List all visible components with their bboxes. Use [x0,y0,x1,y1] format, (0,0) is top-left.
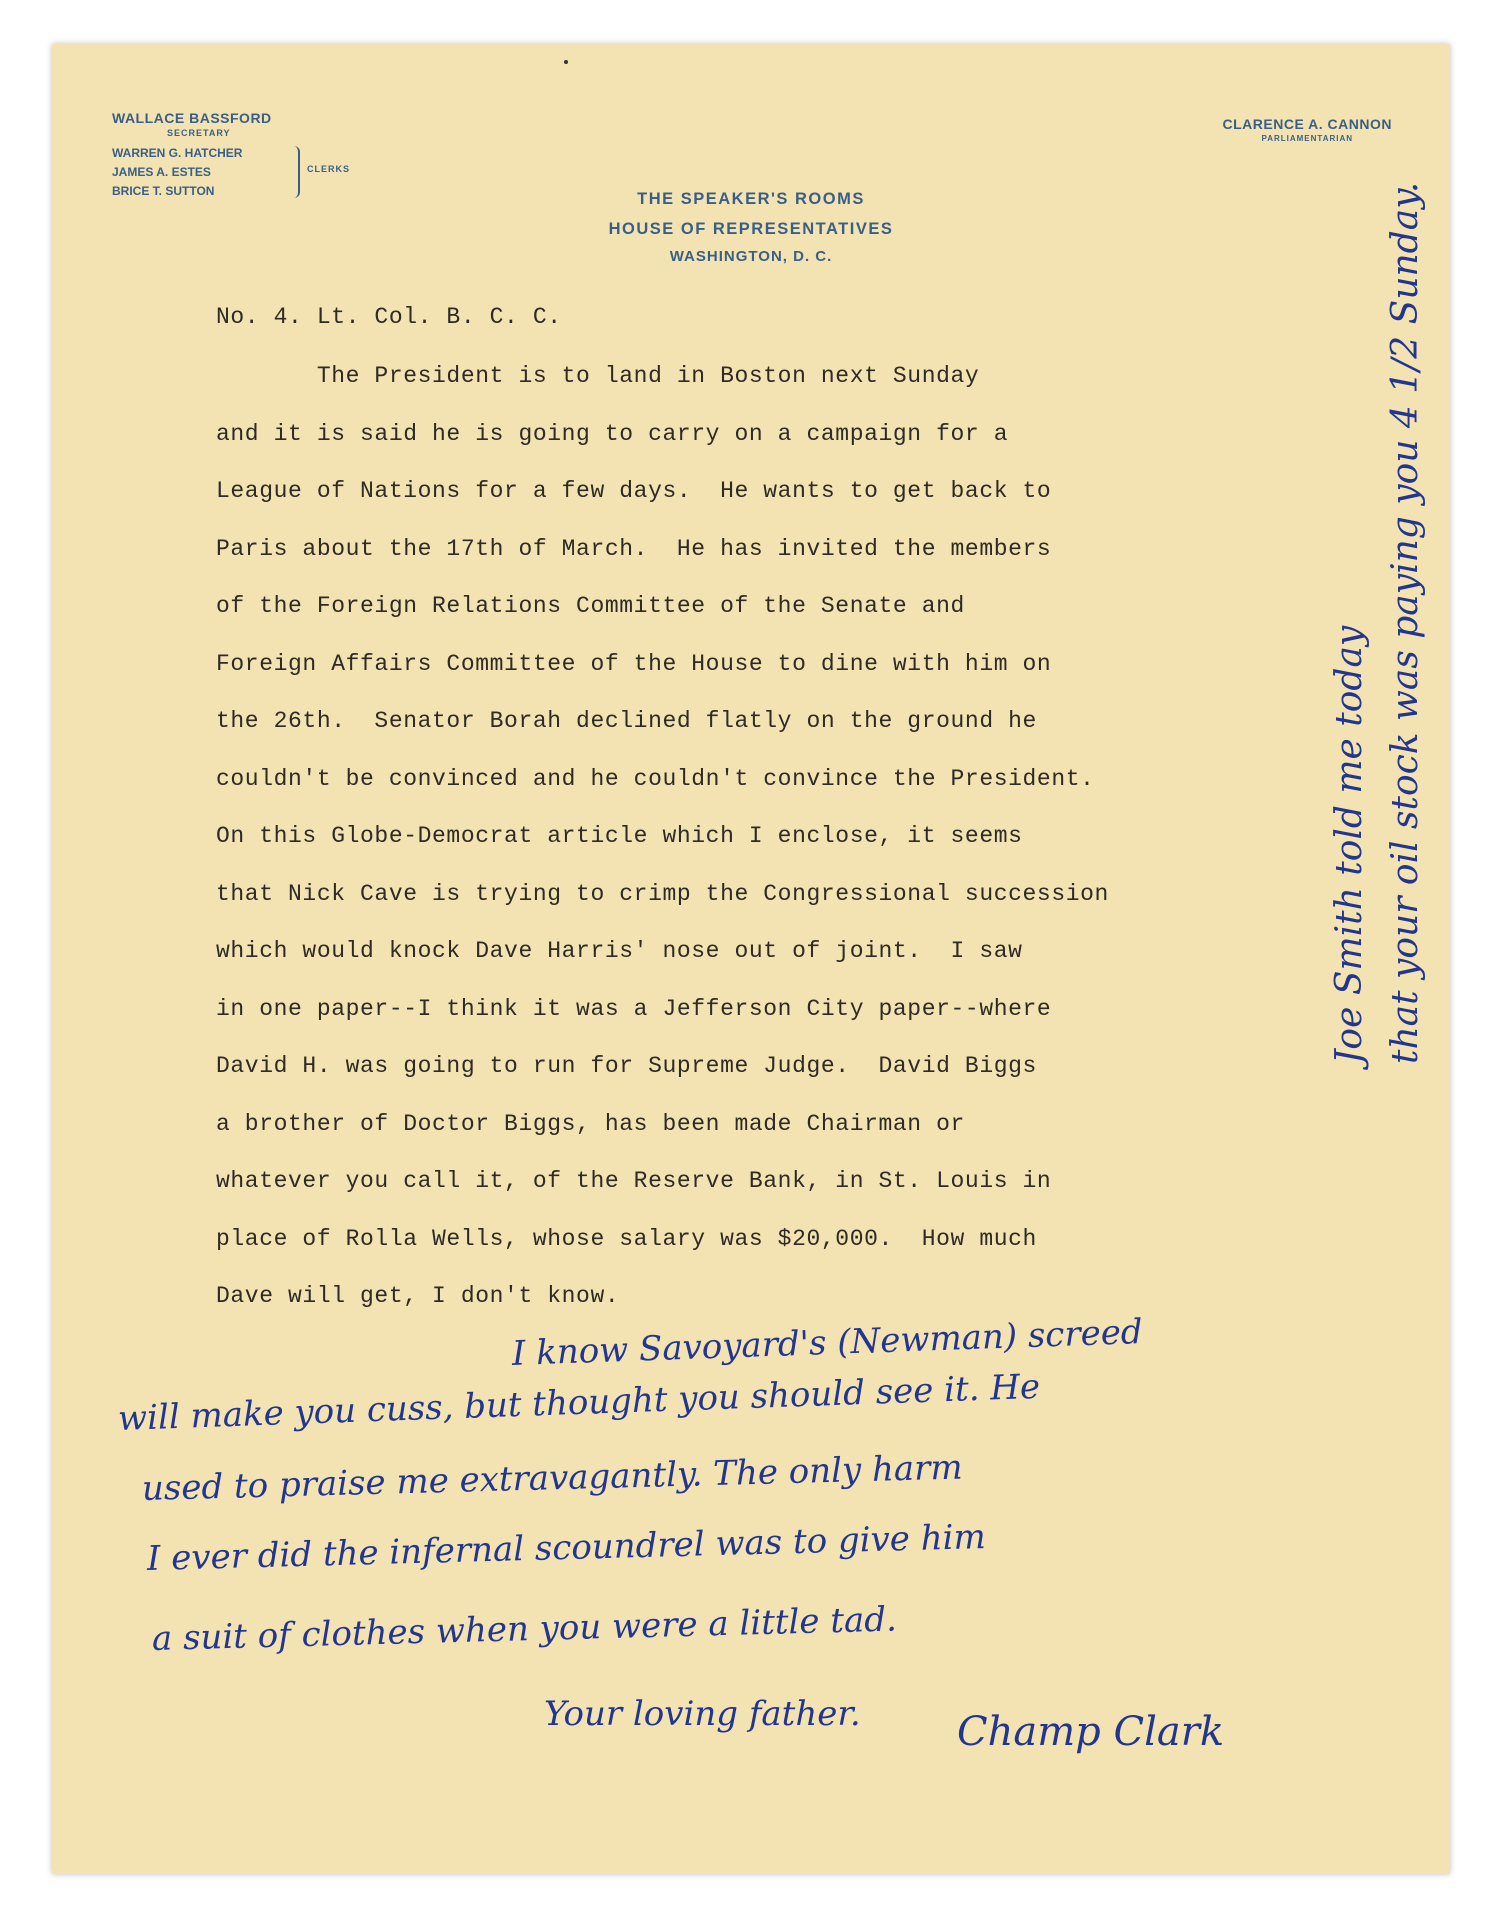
body-line: which would knock Dave Harris' nose out of joint. I saw [216,938,1023,964]
letterhead-center [52,184,1450,270]
body-line: Dave will get, I don't know. [216,1283,620,1309]
body-line: On this Globe-Democrat article which I enclose, it seems [216,823,1023,849]
handwritten-side-note [1322,182,1434,1064]
handwritten-line: I ever did the infernal scoundrel was to give him [146,1517,987,1579]
body-line: in one paper--I think it was a Jefferson City paper--where [216,995,1052,1022]
body-line: the 26th. Senator Borah declined flatly on the ground he [216,708,1037,734]
handwritten-line: a suit of clothes when you were a little tad. [151,1599,898,1659]
clerk-name: BRICE T. SUTTON [112,184,215,198]
office-name: THE SPEAKER'S ROOMS [637,190,865,208]
side-note-line: that your oil stock was paying you 4 1/2 Sunday. [1385,181,1426,1064]
body-line: place of Rolla Wells, whose salary was $20,000. How much [216,1225,1037,1252]
body-line: whatever you call it, of the Reserve Bank, in St. Louis in [216,1168,1052,1194]
body-line: The President is to land in Boston next Sunday [216,363,980,389]
paper-mark [564,60,568,64]
body-line: and it is said he is going to carry on a campaign for a [216,420,1009,447]
city-name: WASHINGTON, D. C. [669,248,833,265]
letter-reference: No. 4. Lt. Col. B. C. C. [216,304,562,330]
clerks-label: CLERKS [307,164,351,174]
secretary-title: SECRETARY [167,128,231,138]
parliamentarian-title: PARLIAMENTARIAN [1261,134,1354,143]
house-name: HOUSE OF REPRESENTATIVES [608,220,894,238]
parliamentarian-name: CLARENCE A. CANNON [1222,116,1392,132]
side-note-line: Joe Smith told me today [1329,625,1370,1064]
body-line: that Nick Cave is trying to crimp the Congressional succession [216,880,1109,907]
clerk-name: WARREN G. HATCHER [112,146,243,160]
handwritten-line: will make you cuss, but thought you should see it. He [117,1366,1041,1439]
handwritten-line: I know Savoyard's (Newman) screed [511,1311,1144,1374]
body-line: couldn't be convinced and he couldn't convince the President. [216,765,1095,792]
body-line: Paris about the 17th of March. He has invited the members [216,535,1052,562]
secretary-name: WALLACE BASSFORD [112,110,272,126]
handwritten-signature: Champ Clark [957,1709,1225,1755]
body-line: Foreign Affairs Committee of the House to dine with him on [216,650,1052,677]
letterhead-right [1223,116,1392,143]
body-line: League of Nations for a few days. He wants to get back to [216,478,1052,504]
body-line: of the Foreign Relations Committee of the Senate and [216,593,965,619]
letter-page [52,44,1450,1874]
typed-body [216,292,1296,1326]
body-line: a brother of Doctor Biggs, has been made Chairman or [216,1110,965,1137]
handwritten-closing: Your loving father. [544,1694,861,1734]
handwritten-line: used to praise me extravagantly. The only harm [141,1447,964,1509]
body-line: David H. was going to run for Supreme Judge. David Biggs [216,1053,1037,1079]
clerk-name: JAMES A. ESTES [112,165,211,179]
